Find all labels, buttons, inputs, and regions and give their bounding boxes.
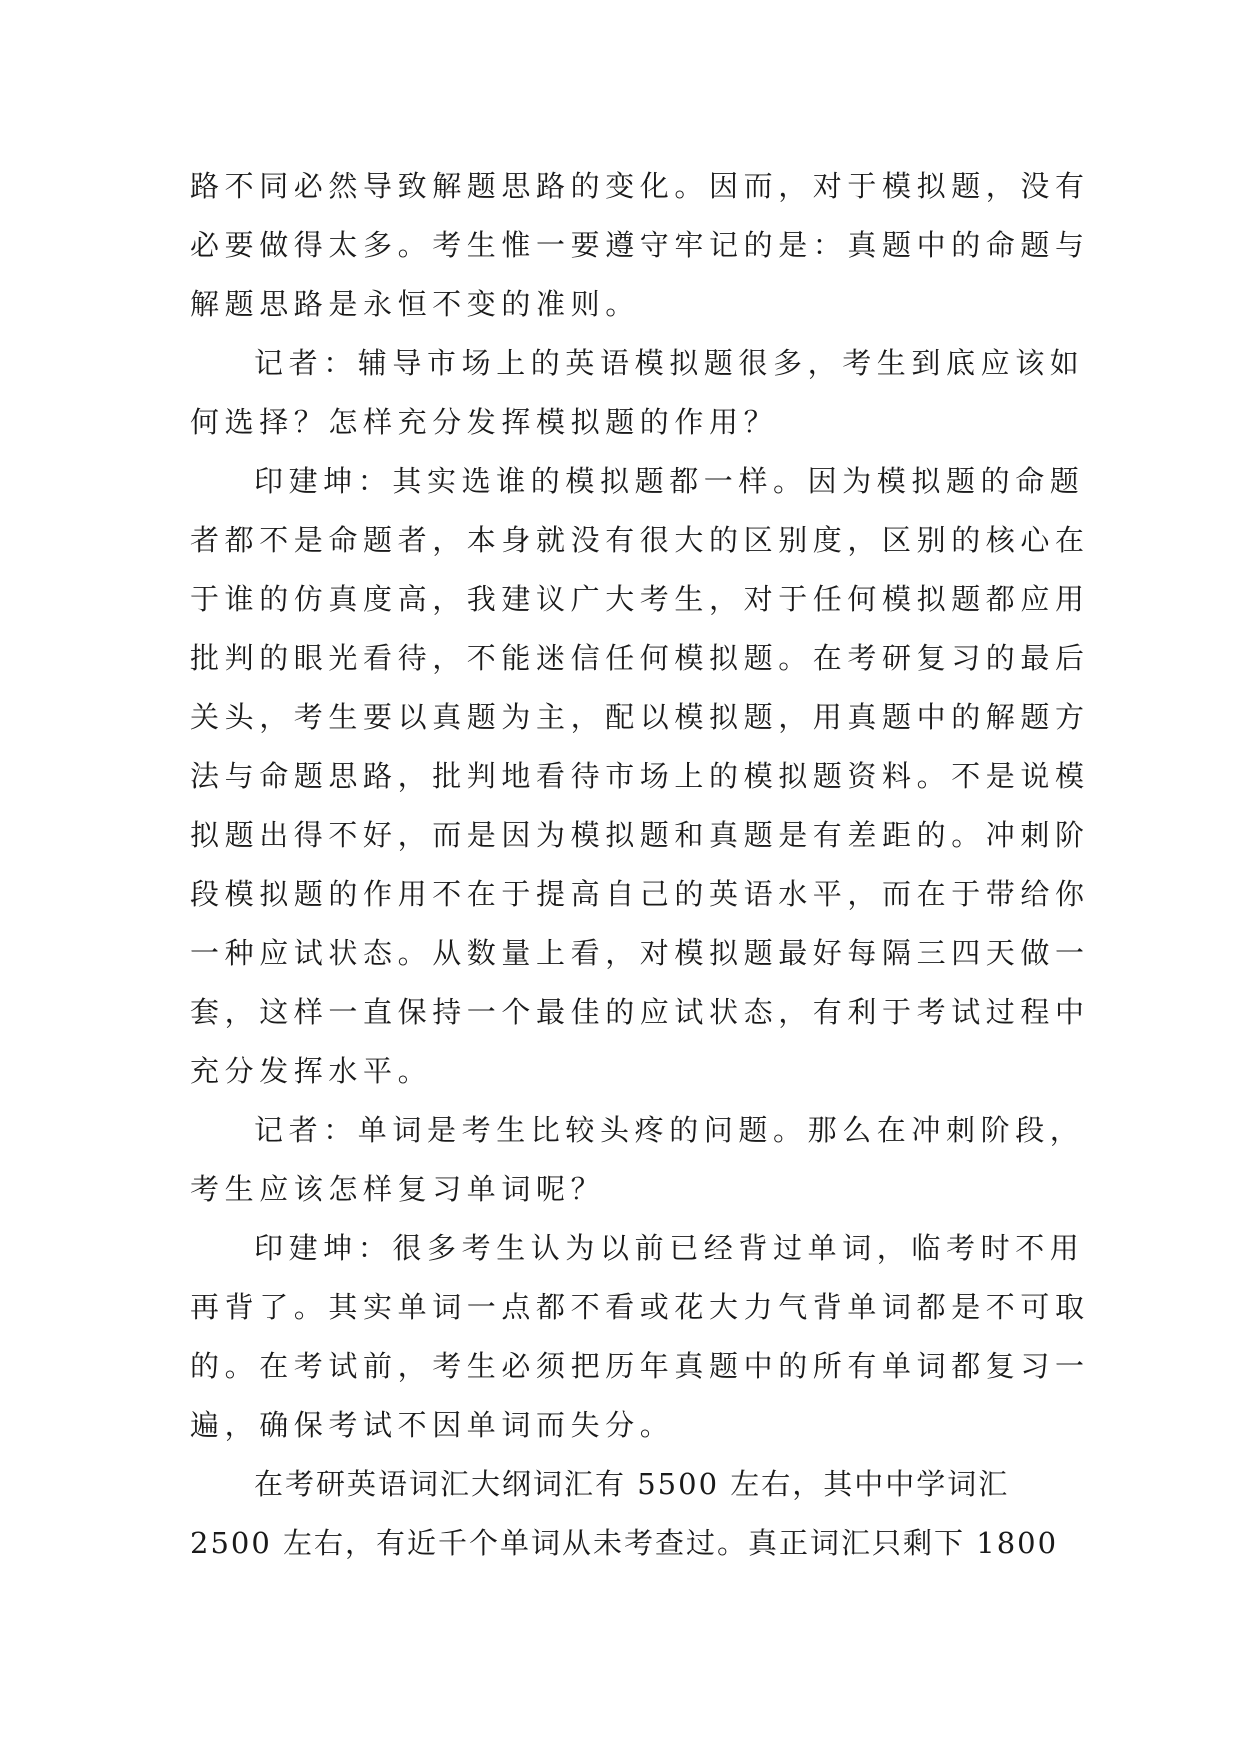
text-line: 拟题出得不好，而是因为模拟题和真题是有差距的。冲刺阶 <box>190 818 1090 852</box>
text-line: 解题思路是永恒不变的准则。 <box>190 287 640 321</box>
text-line: 路不同必然导致解题思路的变化。因而，对于模拟题，没有 <box>190 169 1090 203</box>
text-line: 何选择？怎样充分发挥模拟题的作用？ <box>190 405 779 439</box>
text-line: 于谁的仿真度高，我建议广大考生，对于任何模拟题都应用 <box>190 582 1090 616</box>
text-line: 段模拟题的作用不在于提高自己的英语水平，而在于带给你 <box>190 877 1090 911</box>
text-line: 必要做得太多。考生惟一要遵守牢记的是：真题中的命题与 <box>190 228 1090 262</box>
text-line: 遍，确保考试不因单词而失分。 <box>190 1408 675 1442</box>
text-line: 在考研英语词汇大纲词汇有 5500 左右，其中中学词汇 <box>254 1467 1010 1501</box>
text-line: 2500 左右，有近千个单词从未考查过。真正词汇只剩下 1800 <box>190 1526 1059 1560</box>
text-line: 关头，考生要以真题为主，配以模拟题，用真题中的解题方 <box>190 700 1090 734</box>
text-line: 记者：单词是考生比较头疼的问题。那么在冲刺阶段， <box>254 1113 1085 1147</box>
text-line: 者都不是命题者，本身就没有很大的区别度，区别的核心在 <box>190 523 1090 557</box>
text-line: 印建坤：很多考生认为以前已经背过单词，临考时不用 <box>254 1231 1085 1265</box>
text-line: 充分发挥水平。 <box>190 1054 433 1088</box>
text-line: 的。在考试前，考生必须把历年真题中的所有单词都复习一 <box>190 1349 1090 1383</box>
text-line: 记者：辅导市场上的英语模拟题很多，考生到底应该如 <box>254 346 1085 380</box>
text-line: 批判的眼光看待，不能迷信任何模拟题。在考研复习的最后 <box>190 641 1090 675</box>
text-line: 法与命题思路，批判地看待市场上的模拟题资料。不是说模 <box>190 759 1090 793</box>
text-line: 再背了。其实单词一点都不看或花大力气背单词都是不可取 <box>190 1290 1090 1324</box>
text-line: 套，这样一直保持一个最佳的应试状态，有利于考试过程中 <box>190 995 1090 1029</box>
text-line: 印建坤：其实选谁的模拟题都一样。因为模拟题的命题 <box>254 464 1085 498</box>
text-line: 考生应该怎样复习单词呢？ <box>190 1172 606 1206</box>
text-line: 一种应试状态。从数量上看，对模拟题最好每隔三四天做一 <box>190 936 1090 970</box>
body-text <box>190 157 1090 1573</box>
